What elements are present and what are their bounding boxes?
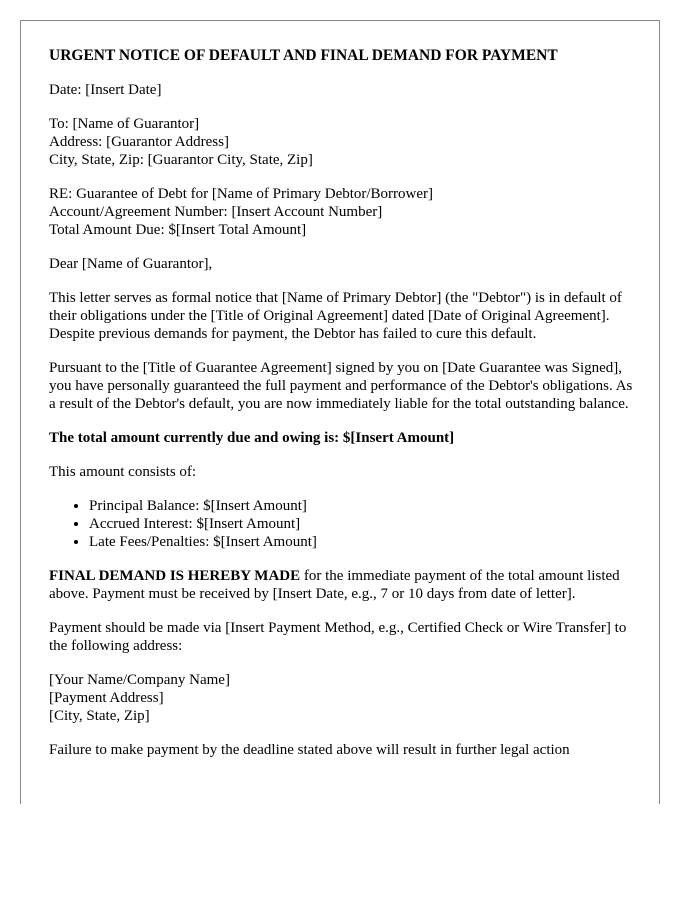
guarantee-paragraph: Pursuant to the [Title of Guarantee Agreement] signed by you on [Date Guarantee was Signed], you have personally guaranteed the full payment and performance of the Debtor's obligations. As a result of the Debtor's default, you are now immediately liable for the total outstanding balance. (49, 360, 633, 412)
payee-city-state-zip: [City, State, Zip] (49, 708, 150, 724)
recipient-address: Address: [Guarantor Address] (49, 134, 229, 150)
payee-address: [Payment Address] (49, 690, 164, 706)
final-demand-paragraph (49, 567, 639, 603)
document-page (20, 20, 660, 804)
date-line: Date: [Insert Date] (49, 82, 162, 98)
notice-paragraph: This letter serves as formal notice that [Name of Primary Debtor] (the "Debtor") is in default of their obligations under the [Title of Original Agreement] dated [Date of Original Agreement]. Despite previous demands for payment, the Debtor has failed to cure this default. (49, 290, 622, 342)
recipient-block (49, 115, 639, 169)
reference-block (49, 185, 639, 239)
reference-account: Account/Agreement Number: [Insert Account Number] (49, 204, 383, 220)
reference-re: RE: Guarantee of Debt for [Name of Primary Debtor/Borrower] (49, 186, 434, 202)
cutoff-paragraph: Failure to make payment by the deadline stated above will result in further legal action (49, 742, 570, 758)
salutation: Dear [Name of Guarantor], (49, 256, 213, 272)
final-demand-rest: for the immediate payment of the total amount listed above. Payment must be received by [Insert Date, e.g., 7 or 10 days from date of letter]. (49, 568, 620, 602)
final-demand-lead: FINAL DEMAND IS HEREBY MADE (49, 568, 301, 584)
list-item-principal: • Principal Balance: $[Insert Amount] (89, 497, 639, 515)
payee-block (49, 671, 639, 725)
list-item-interest: • Accrued Interest: $[Insert Amount] (89, 515, 639, 533)
recipient-city-state-zip: City, State, Zip: [Guarantor City, State, Zip] (49, 152, 313, 168)
recipient-to: To: [Name of Guarantor] (49, 116, 200, 132)
payment-method-paragraph: Payment should be made via [Insert Payment Method, e.g., Certified Check or Wire Transfer] to the following address: (49, 620, 627, 654)
letter-body (49, 47, 639, 775)
consists-of-label: This amount consists of: (49, 464, 197, 480)
document-title: URGENT NOTICE OF DEFAULT AND FINAL DEMAND FOR PAYMENT (49, 47, 558, 64)
payee-name: [Your Name/Company Name] (49, 672, 230, 688)
amount-breakdown-list (49, 497, 639, 551)
list-item-fees: • Late Fees/Penalties: $[Insert Amount] (89, 533, 639, 551)
amount-due-statement: The total amount currently due and owing is: $[Insert Amount] (49, 430, 455, 446)
reference-total-due: Total Amount Due: $[Insert Total Amount] (49, 222, 307, 238)
